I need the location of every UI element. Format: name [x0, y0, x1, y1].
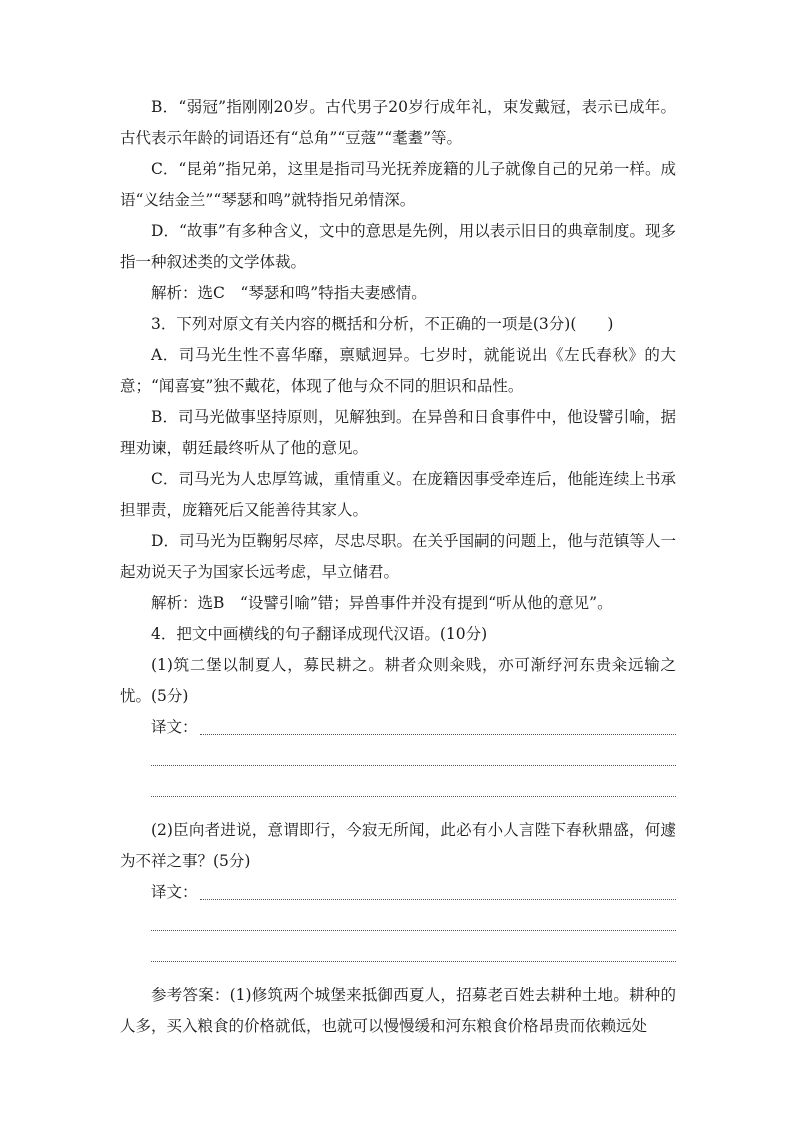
option-3a: A．司马光生性不喜华靡，禀赋迥异。七岁时，就能说出《左氏春秋》的大意；“闻喜宴”独不戴花，体现了他与众不同的胆识和品性。	[120, 346, 676, 395]
dotted-line	[151, 961, 676, 962]
option-2b: B．“弱冠”指刚刚20岁。古代男子20岁行成年礼，束发戴冠，表示已成年。古代表示年龄的词语还有“总角”“豆蔻”“耄耋”等。	[120, 98, 676, 147]
option-3b: B．司马光做事坚持原则，见解独到。在异兽和日食事件中，他设譬引喻，据理劝谏，朝廷最终听从了他的意见。	[120, 408, 676, 457]
translation-line-5[interactable]	[120, 908, 676, 939]
sentence-2: (2)臣向者进说，意谓即行，今寂无所闻，此必有小人言陛下春秋鼎盛，何遽为不祥之事？(5分)	[120, 821, 676, 870]
analysis-q3: 解析：选B “设譬引喻”错；异兽事件并没有提到“听从他的意见”。	[151, 594, 613, 612]
translation-label: 译文：	[151, 883, 198, 901]
reference-answer: 参考答案：(1)修筑两个城堡来抵御西夏人，招募老百姓去耕种土地。耕种的人多，买入粮食的价格就低，也就可以慢慢缓和河东粮食价格昂贵而依赖远处	[120, 986, 676, 1035]
question-3-stem: 3．下列对原文有关内容的概括和分析，不正确的一项是(3分)( )	[151, 315, 614, 333]
option-2c: C．“昆弟”指兄弟，这里是指司马光抚养庞籍的儿子就像自己的兄弟一样。成语“义结金兰”“琴瑟和鸣”就特指兄弟情深。	[120, 160, 676, 209]
document-body	[120, 92, 676, 1042]
option-2d: D．“故事”有多种含义，文中的意思是先例，用以表示旧日的典章制度。现多指一种叙述类的文学体裁。	[120, 222, 676, 271]
translation-line-3[interactable]	[120, 774, 676, 805]
dotted-line	[200, 899, 676, 900]
option-3c: C．司马光为人忠厚笃诚，重情重义。在庞籍因事受牵连后，他能连续上书承担罪责，庞籍死后又能善待其家人。	[120, 470, 676, 519]
translation-line-1[interactable]	[120, 712, 676, 743]
translation-label: 译文：	[151, 718, 198, 736]
dotted-line	[151, 930, 676, 931]
translation-line-2[interactable]	[120, 743, 676, 774]
analysis-q2: 解析：选C “琴瑟和鸣”特指夫妻感情。	[151, 284, 427, 302]
sentence-1: (1)筑二堡以制夏人，募民耕之。耕者众则籴贱，亦可渐纾河东贵籴远输之忧。(5分)	[120, 656, 676, 705]
dotted-line	[151, 796, 676, 797]
question-4-stem: 4．把文中画横线的句子翻译成现代汉语。(10分)	[151, 625, 488, 643]
dotted-line	[200, 734, 676, 735]
option-3d: D．司马光为臣鞠躬尽瘁，尽忠尽职。在关乎国嗣的问题上，他与范镇等人一起劝说天子为国家长远考虑，早立储君。	[120, 532, 676, 581]
dotted-line	[151, 765, 676, 766]
translation-line-6[interactable]	[120, 939, 676, 970]
translation-line-4[interactable]	[120, 877, 676, 908]
